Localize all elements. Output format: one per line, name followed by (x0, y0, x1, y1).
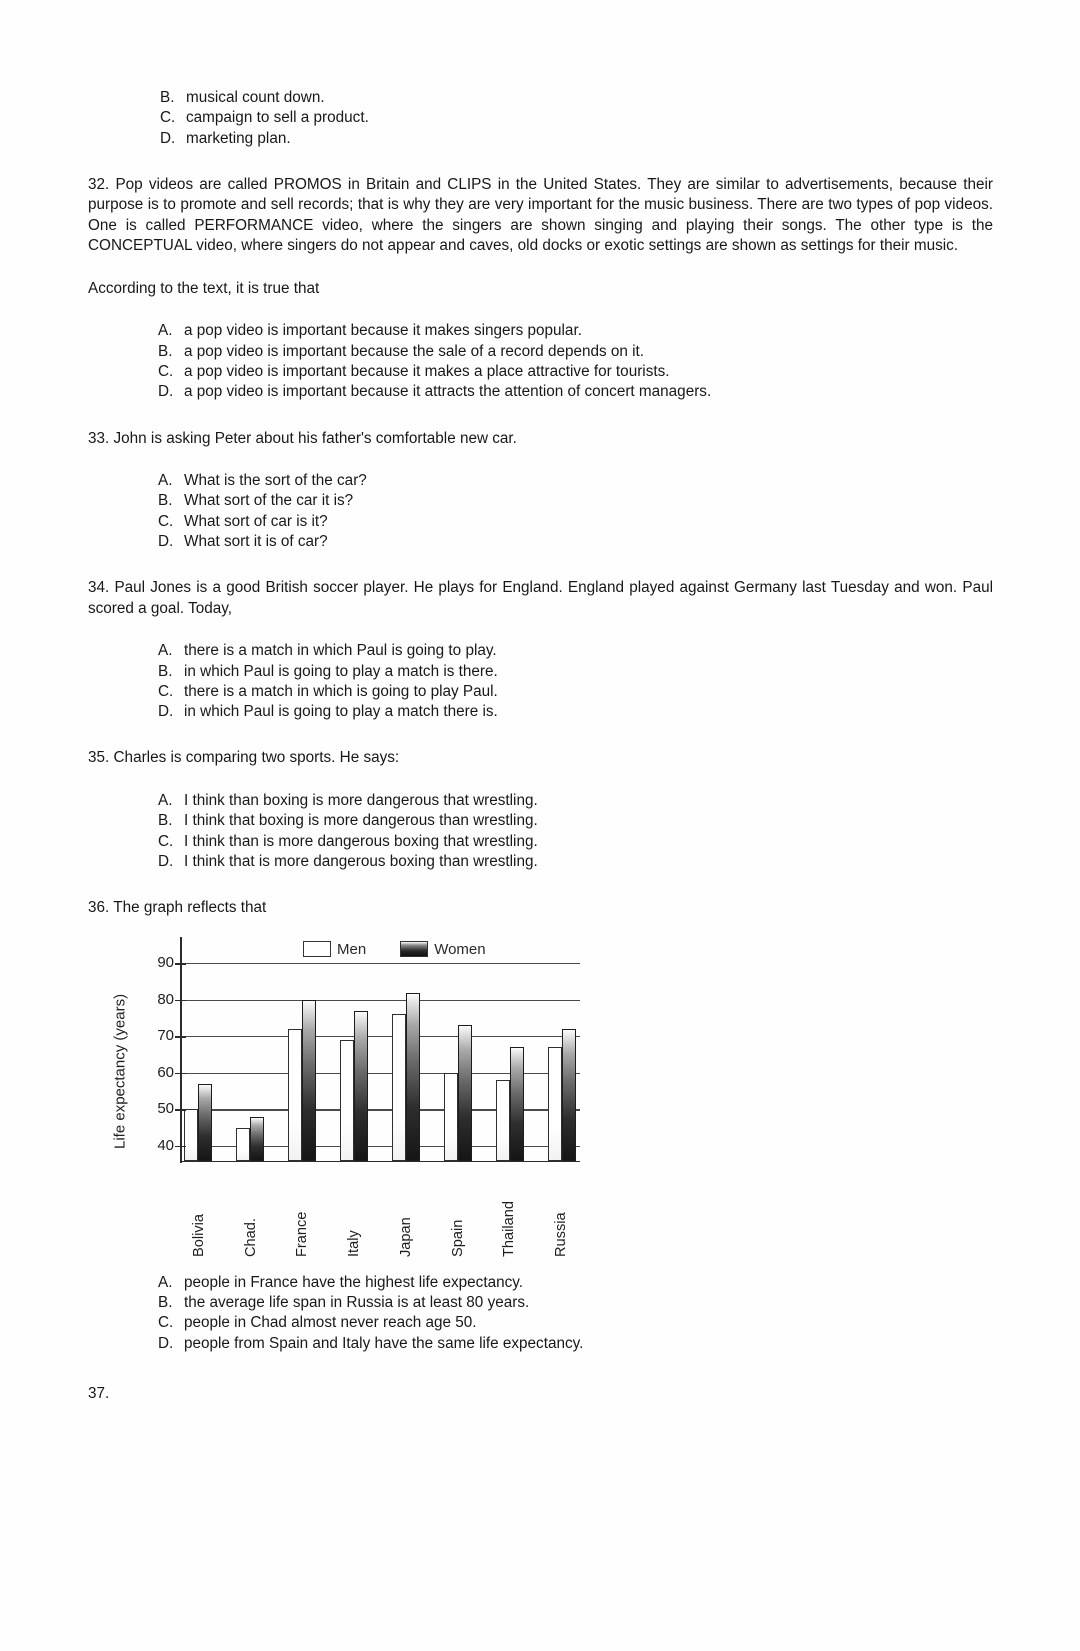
spacer (88, 299, 993, 321)
q36-options (158, 1273, 993, 1354)
option-letter: A. (158, 322, 173, 340)
option-text: What sort it is of car? (184, 532, 328, 550)
option-letter: C. (160, 109, 176, 127)
option-text: marketing plan. (186, 129, 291, 147)
bar-group (288, 949, 316, 1161)
page-content (88, 88, 993, 1404)
option-letter: A. (158, 1273, 173, 1291)
q32-options (158, 321, 993, 402)
list-item (158, 641, 993, 661)
option-letter: B. (158, 342, 173, 360)
bar-men-russia (548, 1047, 562, 1160)
q37-stem: 37. (88, 1384, 110, 1402)
chart-y-axis-label: Life expectancy (years) (111, 993, 129, 1149)
chart-x-axis-line (180, 1161, 580, 1162)
life-expectancy-chart (88, 931, 993, 1261)
list-item (158, 512, 993, 532)
y-tick-mark (175, 1073, 186, 1074)
bar-men-japan (392, 1014, 406, 1160)
bar-men-chad (236, 1128, 250, 1161)
list-item (160, 88, 993, 108)
option-letter: D. (158, 383, 174, 401)
option-text: campaign to sell a product. (186, 109, 369, 127)
x-tick-label: Chad. (242, 1217, 259, 1257)
y-tick-mark (175, 1036, 186, 1037)
y-tick-mark (175, 963, 186, 964)
option-text: a pop video is important because it attracts the attention of concert managers. (184, 383, 712, 401)
option-text: a pop video is important because it makes singers popular. (184, 322, 582, 340)
list-item (160, 108, 993, 128)
q35-options (158, 791, 993, 872)
list-item (158, 1273, 993, 1293)
bar-group (340, 949, 368, 1161)
y-tick-label: 40 (157, 1137, 174, 1155)
option-letter: C. (158, 362, 174, 380)
option-text: people in France have the highest life expectancy. (184, 1273, 524, 1291)
legend-label-men: Men (337, 940, 367, 958)
list-item (158, 1334, 993, 1354)
legend-label-women: Women (434, 940, 486, 958)
bar-women-russia (562, 1029, 576, 1161)
option-text: in which Paul is going to play a match is there. (184, 662, 498, 680)
list-item (158, 321, 993, 341)
list-item (160, 129, 993, 149)
list-item (158, 382, 993, 402)
option-text: I think that is more dangerous boxing than wrestling. (184, 852, 538, 870)
q36-stem: 36. The graph reflects that (88, 899, 267, 917)
option-letter: B. (158, 1293, 173, 1311)
list-item (158, 791, 993, 811)
y-tick-label: 60 (157, 1063, 174, 1081)
list-item (158, 832, 993, 852)
bar-men-france (288, 1029, 302, 1161)
bar-women-thailand (510, 1047, 524, 1160)
option-letter: A. (158, 791, 173, 809)
option-letter: B. (158, 812, 173, 830)
list-item (158, 682, 993, 702)
option-letter: A. (158, 472, 173, 490)
y-tick-label: 70 (157, 1027, 174, 1045)
y-tick-mark (175, 1000, 186, 1001)
bar-men-spain (444, 1073, 458, 1161)
option-text: What sort of the car it is? (184, 492, 354, 510)
x-tick-label: France (294, 1211, 311, 1257)
option-letter: B. (160, 89, 175, 106)
spacer (88, 403, 993, 429)
x-tick-label: Thailand (501, 1200, 518, 1257)
q33-stem: 33. John is asking Peter about his father's comfortable new car. (88, 429, 517, 447)
option-letter: D. (158, 532, 174, 550)
spacer (88, 449, 993, 471)
spacer (88, 552, 993, 578)
spacer (88, 919, 993, 931)
bar-women-japan (406, 993, 420, 1161)
list-item (158, 1313, 993, 1333)
option-letter: D. (160, 129, 176, 147)
list-item (158, 852, 993, 872)
option-text: I think that boxing is more dangerous than wrestling. (184, 812, 538, 830)
option-text: people in Chad almost never reach age 50. (184, 1314, 477, 1332)
option-letter: D. (158, 1334, 174, 1352)
option-text: I think than boxing is more dangerous that wrestling. (184, 791, 538, 809)
option-letter: B. (158, 662, 173, 680)
option-letter: C. (158, 832, 174, 850)
bar-men-bolivia (184, 1109, 198, 1160)
spacer (88, 872, 993, 898)
chart-inner (111, 931, 638, 1261)
bar-women-italy (354, 1011, 368, 1161)
option-letter: C. (158, 1314, 174, 1332)
x-tick-label: Italy (346, 1229, 363, 1257)
bar-women-spain (458, 1025, 472, 1160)
q31-options-tail (160, 88, 993, 149)
option-text: a pop video is important because it makes a place attractive for tourists. (184, 362, 670, 380)
option-text: the average life span in Russia is at least 80 years. (184, 1293, 530, 1311)
option-letter: B. (158, 492, 173, 510)
option-letter: A. (158, 642, 173, 660)
spacer (88, 1261, 993, 1273)
y-tick-label: 50 (157, 1100, 174, 1118)
q35-stem: 35. Charles is comparing two sports. He says: (88, 749, 400, 767)
option-letter: C. (158, 682, 174, 700)
bar-women-chad (250, 1117, 264, 1161)
list-item (158, 362, 993, 382)
list-item (158, 532, 993, 552)
option-letter: C. (158, 512, 174, 530)
y-tick-label: 90 (157, 954, 174, 972)
option-text: What is the sort of the car? (184, 472, 367, 490)
option-text: in which Paul is going to play a match there is. (184, 703, 498, 721)
bar-group (496, 949, 524, 1161)
y-tick-mark (175, 1109, 186, 1110)
q32-passage: 32. Pop videos are called PROMOS in Britain and CLIPS in the United States. They are similar to advertisements, because their purpose is to promote and sell records; that is why they are very important for the music business. There are two types of pop videos. One is called PERFORMANCE video, where the singers are shown singing and playing their songs. The other type is the CONCEPTUAL video, where singers do not appear and caves, old docks or exotic settings are shown as settings for their music. (88, 175, 993, 255)
option-text: a pop video is important because the sale of a record depends on it. (184, 342, 645, 360)
chart-x-tick-labels (180, 1165, 580, 1257)
option-text: What sort of car is it? (184, 512, 328, 530)
bar-women-france (302, 1000, 316, 1161)
list-item (158, 1293, 993, 1313)
option-text: there is a match in which is going to play Paul. (184, 682, 498, 700)
bar-group (392, 949, 420, 1161)
bar-group (444, 949, 472, 1161)
x-tick-label: Japan (397, 1216, 414, 1257)
option-text: I think than is more dangerous boxing that wrestling. (184, 832, 538, 850)
x-tick-label: Russia (552, 1212, 569, 1257)
y-tick-mark (175, 1146, 186, 1147)
x-tick-label: Spain (449, 1219, 466, 1257)
q32-prompt: According to the text, it is true that (88, 279, 320, 297)
list-item (158, 811, 993, 831)
spacer (88, 1354, 993, 1384)
option-text: musical count down. (186, 89, 325, 106)
list-item (158, 702, 993, 722)
option-text: people from Spain and Italy have the same life expectancy. (184, 1334, 584, 1352)
q34-stem: 34. Paul Jones is a good British soccer player. He plays for England. England played against Germany last Tuesday and won. Paul scored a goal. Today, (88, 579, 993, 617)
bar-women-bolivia (198, 1084, 212, 1161)
list-item (158, 471, 993, 491)
bar-men-thailand (496, 1080, 510, 1160)
list-item (158, 342, 993, 362)
spacer (88, 257, 993, 279)
x-tick-label: Bolivia (191, 1213, 207, 1257)
q34-options (158, 641, 993, 722)
bar-group (548, 949, 576, 1161)
option-text: there is a match in which Paul is going to play. (184, 642, 497, 660)
spacer (88, 619, 993, 641)
option-letter: D. (158, 852, 174, 870)
list-item (158, 491, 993, 511)
bar-group (236, 949, 264, 1161)
spacer (88, 769, 993, 791)
q33-options (158, 471, 993, 552)
spacer (88, 149, 993, 175)
chart-bars (180, 949, 580, 1161)
list-item (158, 662, 993, 682)
bar-group (184, 949, 212, 1161)
spacer (88, 722, 993, 748)
bar-men-italy (340, 1040, 354, 1161)
option-letter: D. (158, 703, 174, 721)
y-tick-label: 80 (157, 990, 174, 1008)
chart-y-ticks (130, 949, 174, 1161)
